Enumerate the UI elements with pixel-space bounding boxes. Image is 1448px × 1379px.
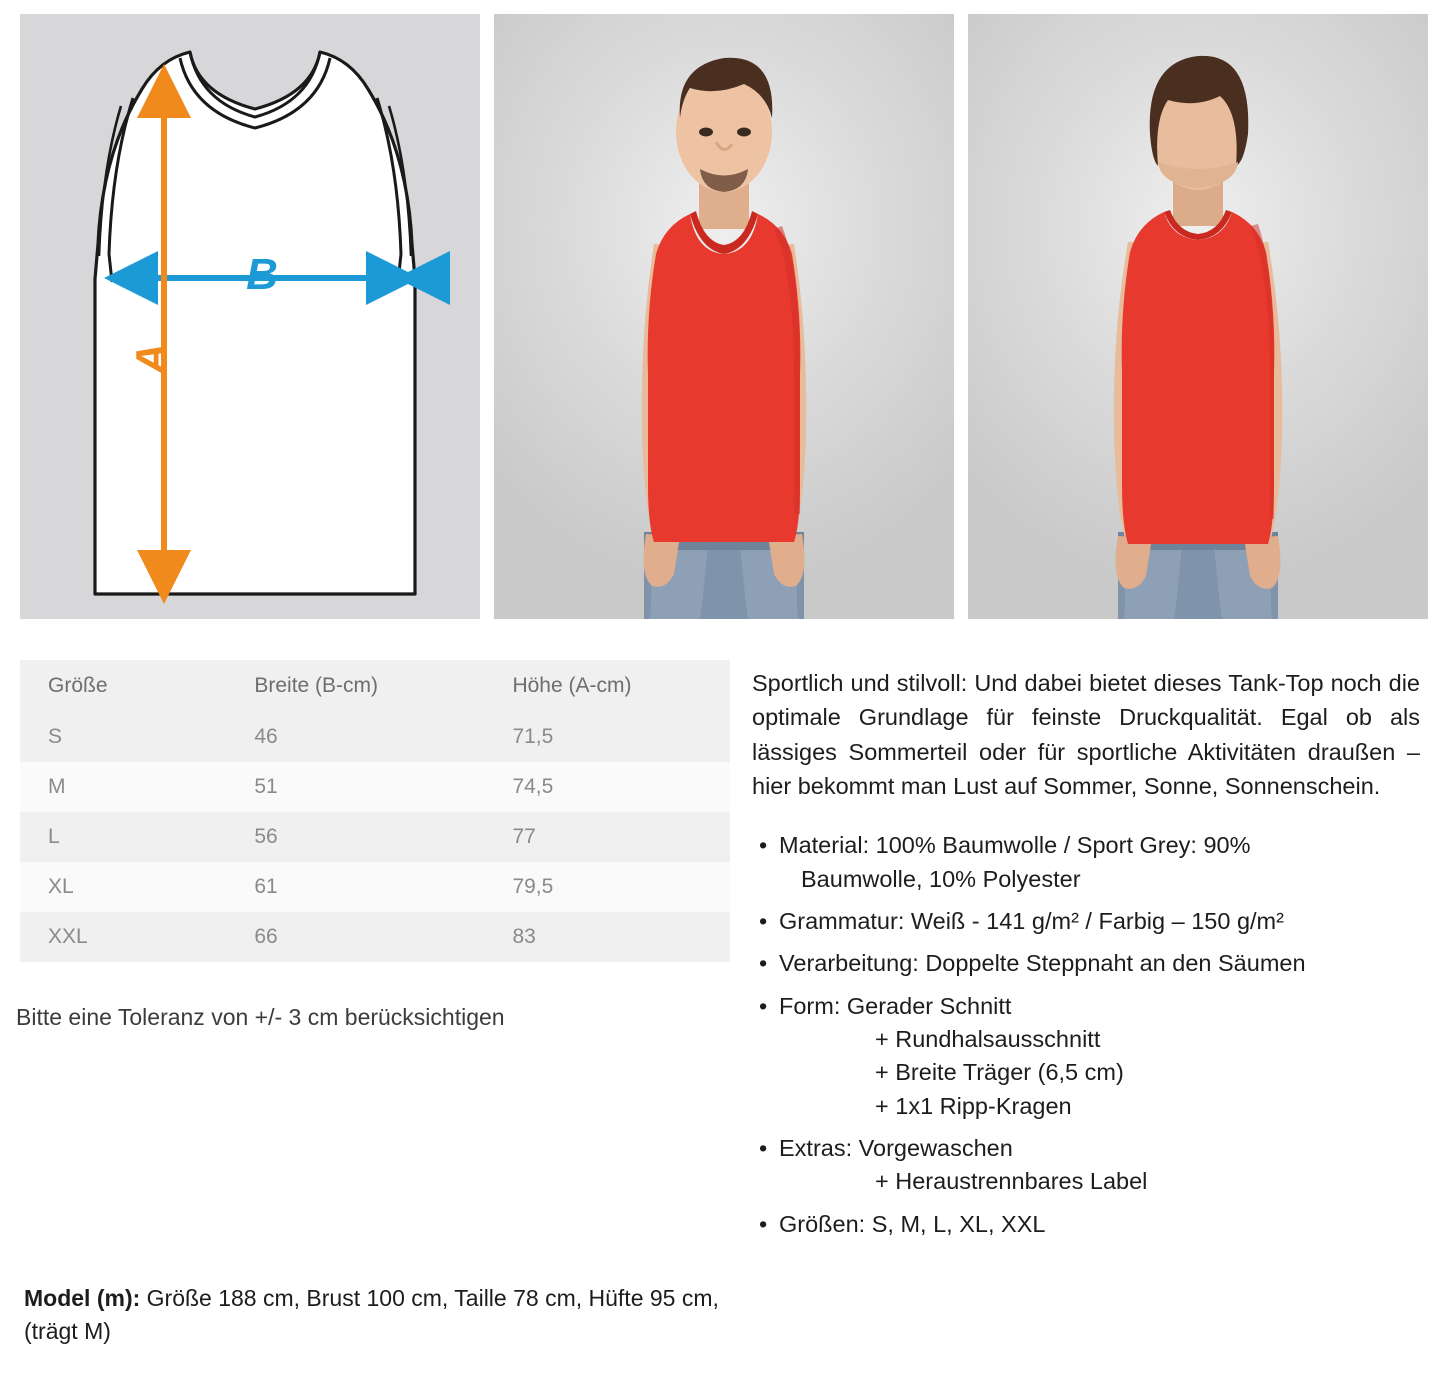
model-measurements-note bbox=[24, 1282, 724, 1347]
cell-size: L bbox=[20, 812, 226, 862]
cell-height: 74,5 bbox=[484, 762, 730, 812]
list-item bbox=[752, 1132, 1420, 1199]
size-chart-body bbox=[20, 712, 730, 962]
description-paragraph: Sportlich und stilvoll: Und dabei bietet dieses Tank-Top noch die optimale Grundlage für feinste Druckqualität. Egal ob als lässiges Sommerteil oder für sportliche Aktivitäten draußen – hier bekommt man Lust auf Sommer, Sonne, Sonnenschein. bbox=[752, 670, 1420, 799]
feature-sizes: Größen: S, M, L, XL, XXL bbox=[779, 1210, 1046, 1237]
model-front-photo bbox=[494, 14, 954, 619]
column-header-width: Breite (B-cm) bbox=[226, 660, 484, 712]
cell-width: 56 bbox=[226, 812, 484, 862]
cell-size: S bbox=[20, 712, 226, 762]
model-front-illustration bbox=[494, 14, 954, 619]
model-back-illustration bbox=[968, 14, 1428, 619]
width-label-b: B bbox=[246, 250, 278, 299]
cell-height: 71,5 bbox=[484, 712, 730, 762]
column-header-size: Größe bbox=[20, 660, 226, 712]
cell-height: 79,5 bbox=[484, 862, 730, 912]
feature-form-sub-3: + 1x1 Ripp-Kragen bbox=[875, 1092, 1072, 1119]
feature-extras-sub: + Heraustrennbares Label bbox=[875, 1168, 1148, 1195]
table-row bbox=[20, 862, 730, 912]
cell-width: 51 bbox=[226, 762, 484, 812]
cell-width: 46 bbox=[226, 712, 484, 762]
cell-width: 66 bbox=[226, 912, 484, 962]
cell-height: 83 bbox=[484, 912, 730, 962]
feature-form-sub-2: + Breite Träger (6,5 cm) bbox=[875, 1059, 1124, 1086]
table-row bbox=[20, 712, 730, 762]
feature-form-sub-1: + Rundhalsausschnitt bbox=[875, 1025, 1101, 1052]
height-label-a: A bbox=[127, 343, 176, 375]
list-item bbox=[752, 829, 1420, 896]
list-item bbox=[752, 1208, 1420, 1241]
list-item bbox=[752, 905, 1420, 938]
feature-extras: Extras: Vorgewaschen bbox=[779, 1135, 1013, 1162]
feature-grammatur: Grammatur: Weiß - 141 g/m² / Farbig – 150 g/m² bbox=[779, 907, 1284, 934]
model-measurements-text: Größe 188 cm, Brust 100 cm, Taille 78 cm, Hüfte 95 cm, (trägt M) bbox=[24, 1285, 719, 1344]
tank-top-technical-drawing bbox=[20, 14, 480, 619]
size-diagram-panel bbox=[20, 14, 480, 619]
cell-size: XL bbox=[20, 862, 226, 912]
product-feature-list bbox=[752, 829, 1420, 1241]
cell-height: 77 bbox=[484, 812, 730, 862]
product-image-row bbox=[20, 14, 1430, 619]
table-row bbox=[20, 812, 730, 862]
list-item bbox=[752, 990, 1420, 1123]
cell-size: XXL bbox=[20, 912, 226, 962]
size-chart-table bbox=[20, 660, 730, 962]
model-label: Model (m): bbox=[24, 1285, 141, 1311]
feature-material: Material: 100% Baumwolle / Sport Grey: 90% bbox=[779, 832, 1251, 859]
product-description bbox=[752, 666, 1420, 1250]
tolerance-note: Bitte eine Toleranz von +/- 3 cm berücksichtigen bbox=[16, 1004, 505, 1030]
column-header-height: Höhe (A-cm) bbox=[484, 660, 730, 712]
table-header-row bbox=[20, 660, 730, 712]
cell-size: M bbox=[20, 762, 226, 812]
feature-form: Form: Gerader Schnitt bbox=[779, 992, 1012, 1019]
list-item bbox=[752, 947, 1420, 980]
size-chart-header bbox=[20, 660, 730, 712]
feature-verarbeitung: Verarbeitung: Doppelte Steppnaht an den Säumen bbox=[779, 950, 1306, 977]
model-back-photo bbox=[968, 14, 1428, 619]
feature-material-sub: Baumwolle, 10% Polyester bbox=[801, 865, 1081, 892]
table-row bbox=[20, 912, 730, 962]
cell-width: 61 bbox=[226, 862, 484, 912]
table-row bbox=[20, 762, 730, 812]
